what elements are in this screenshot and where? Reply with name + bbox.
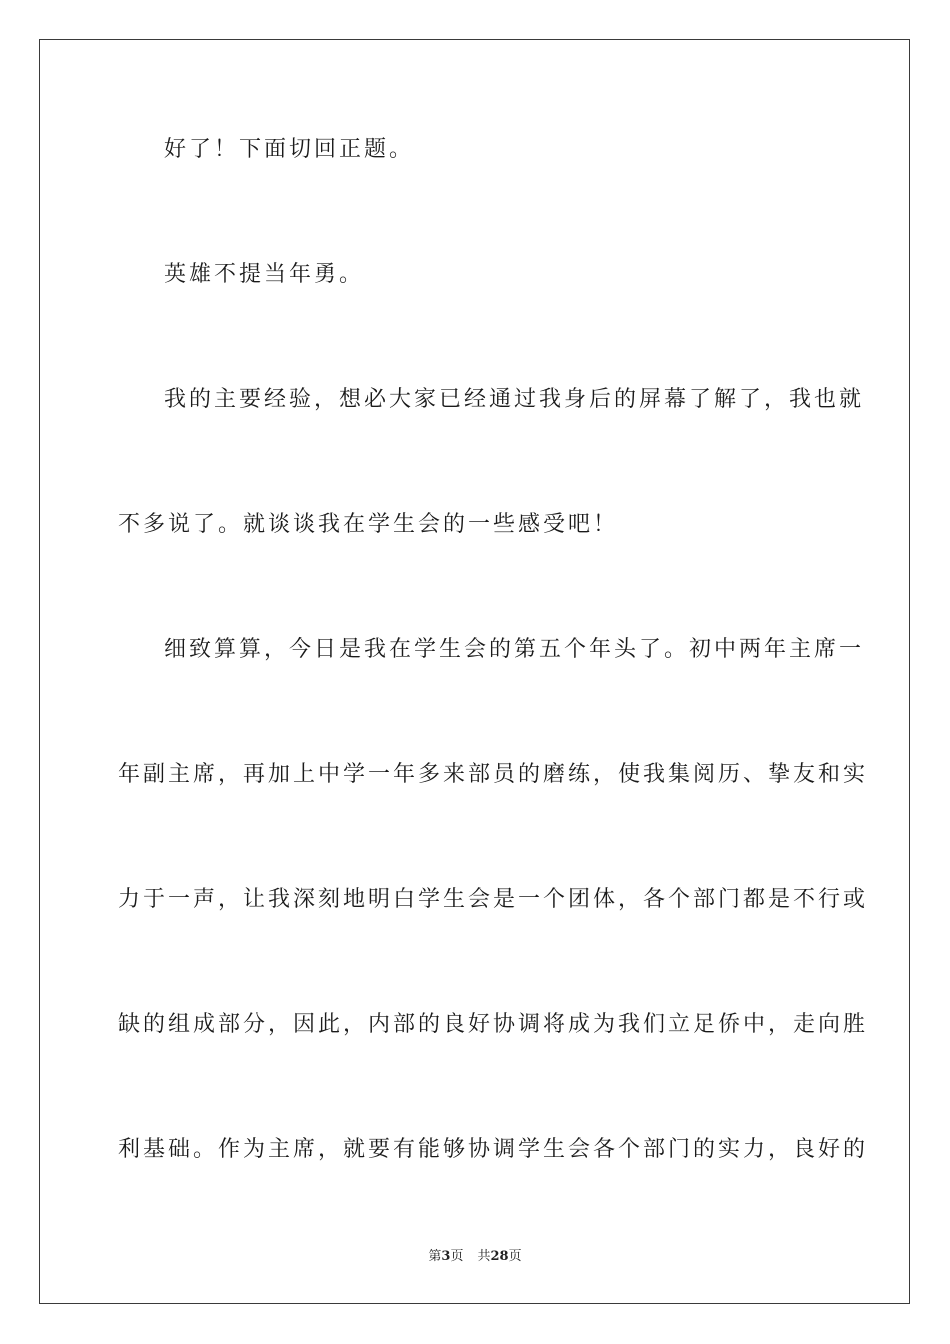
footer-page-prefix: 第 — [428, 1249, 442, 1264]
text-line-9: 利基础。作为主席，就要有能够协调学生会各个部门的实力，良好的 — [118, 1137, 869, 1162]
footer-total-prefix: 共 — [477, 1249, 491, 1264]
text-line-4: 不多说了。就谈谈我在学生会的一些感受吧！ — [118, 512, 619, 537]
text-line-6: 年副主席，再加上中学一年多来部员的磨练，使我集阅历、挚友和实 — [118, 762, 869, 787]
footer-page-total: 28 — [490, 1249, 509, 1264]
footer-page-current: 3 — [441, 1249, 451, 1264]
footer-total-suffix: 页 — [508, 1249, 522, 1264]
text-line-2: 英雄不提当年勇。 — [164, 262, 365, 287]
text-line-7: 力于一声，让我深刻地明白学生会是一个团体，各个部门都是不行或 — [118, 887, 869, 912]
text-line-8: 缺的组成部分，因此，内部的良好协调将成为我们立足侨中，走向胜 — [118, 1012, 869, 1037]
text-line-1: 好了！下面切回正题。 — [164, 137, 415, 162]
footer-page-suffix: 页 — [450, 1249, 464, 1264]
text-line-3: 我的主要经验，想必大家已经通过我身后的屏幕了解了，我也就 — [164, 387, 865, 412]
page-footer — [0, 1247, 950, 1267]
page-border — [39, 39, 910, 1304]
text-line-5: 细致算算，今日是我在学生会的第五个年头了。初中两年主席一 — [164, 637, 865, 662]
